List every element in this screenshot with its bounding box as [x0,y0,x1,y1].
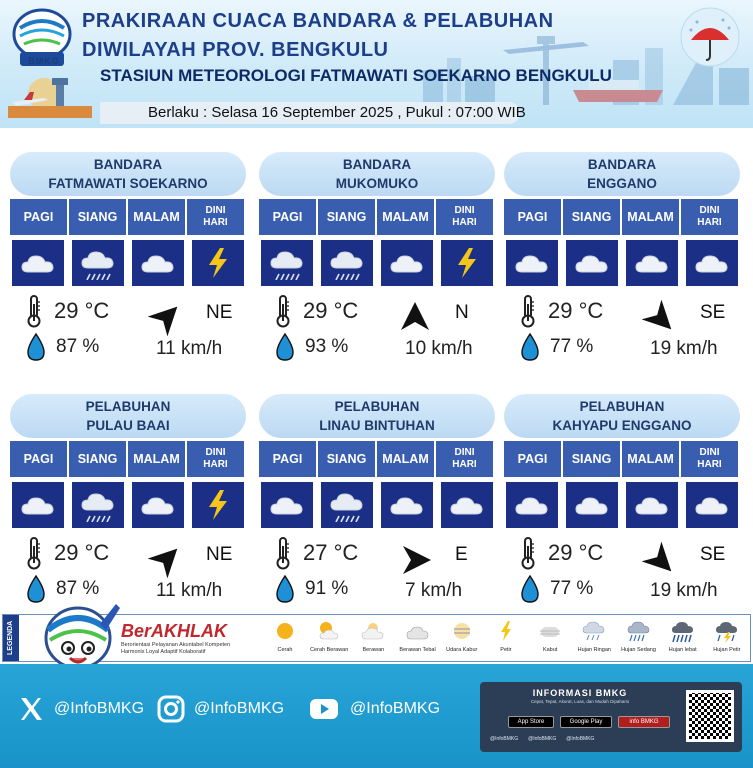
petir-icon [192,240,244,286]
berawan-icon [441,482,493,528]
legend-item [486,619,526,659]
wind-direction-label: NE [206,544,233,565]
berakhlak-subtitle-1: Berorientasi Pelayanan Akuntabel Kompeten [121,642,231,648]
period-label: PAGI [10,441,67,477]
location-panel [504,394,740,624]
wind-speed-value: 7 km/h [405,580,463,601]
berakhlak-title: BerAKHLAK [121,621,228,641]
location-name: PULAU BAAI [86,418,170,433]
berawan-icon [626,240,678,286]
thermometer-icon [520,294,536,328]
thermometer-icon [26,536,42,570]
period-label: PAGI [504,199,561,235]
wind-direction-arrow [148,542,184,578]
wind-direction-label: SE [700,544,726,565]
petir-icon [441,240,493,286]
title-line-2: DIWILAYAH PROV. BENGKULU [82,39,389,61]
humidity-row [273,332,348,362]
period-label: DINI HARI [187,441,244,477]
legend-item-label: Kabut [542,647,558,653]
info-social-links [490,736,594,742]
period-label: SIANG [563,441,620,477]
period-label: SIANG [69,441,126,477]
info-bmkg-badge[interactable]: info BMKG [618,716,670,728]
berawan-icon [132,240,184,286]
info-link-3: @InfoBMKG [566,736,595,742]
location-title [10,394,246,438]
weather-icons-row [504,240,740,288]
legend-item-label: Hujan lebat [668,647,697,653]
period-header [10,441,246,477]
legend-item [309,619,349,659]
legend-item [574,619,614,659]
legend-item [265,619,305,659]
thermometer-icon [520,536,536,570]
weather-icons-row [259,482,495,530]
thermometer-icon [26,294,42,328]
wind-direction-label: E [455,544,468,565]
location-title [259,394,495,438]
period-label: MALAM [128,441,185,477]
berawan-icon [506,240,558,286]
humidity-drop-icon [518,332,542,362]
period-label: SIANG [318,441,375,477]
wind-direction-label: NE [206,302,233,323]
legend-tab: LEGENDA [3,615,19,661]
humidity-drop-icon [273,574,297,604]
temperature-row [26,536,109,570]
legend-item-label: Cerah [277,647,293,653]
period-label: PAGI [10,199,67,235]
period-label: SIANG [563,199,620,235]
period-label: DINI HARI [436,441,493,477]
berawan-light-icon [360,619,386,645]
period-label: MALAM [377,441,434,477]
temperature-row [520,294,603,328]
berawan-icon [566,482,618,528]
humidity-row [24,332,99,362]
temperature-value: 27 °C [303,540,359,565]
temperature-value: 29 °C [54,540,110,565]
period-label: PAGI [259,199,316,235]
hujan-ringan-icon [321,482,373,528]
period-header [259,441,495,477]
period-label: SIANG [318,199,375,235]
period-label: DINI HARI [681,441,738,477]
forecast-grid [0,128,753,664]
berawan-icon [261,482,313,528]
thermometer-icon [275,294,291,328]
weather-icons-row [10,240,246,288]
period-label: PAGI [259,441,316,477]
instagram-icon [156,694,186,724]
period-header [10,199,246,235]
humidity-row [518,574,593,604]
location-title [10,152,246,196]
hujan-petir-icon [714,619,740,645]
youtube-icon [306,694,342,724]
legend-item [619,619,659,659]
wind-speed-value: 11 km/h [156,338,223,359]
instagram-handle-text: @InfoBMKG [194,700,285,717]
location-type: PELABUHAN [334,399,420,414]
berawan-icon [12,482,64,528]
wind-direction-arrow [397,300,433,336]
humidity-value: 87 % [56,336,100,357]
airport-illustration [4,76,96,120]
petir-light-icon [493,619,519,645]
x-twitter-icon [16,694,46,724]
legend-item-label: Hujan Sedang [621,647,656,653]
google-play-badge[interactable]: Google Play [560,716,612,728]
twitter-handle[interactable] [16,694,144,724]
hujan-sedang-icon [626,619,652,645]
wind-direction-arrow [397,542,433,578]
legend-item-label: Cerah Berawan [310,647,349,653]
legend-item-label: Hujan Petir [713,647,741,653]
period-label: MALAM [622,441,679,477]
hujan-lebat-icon [670,619,696,645]
location-type: PELABUHAN [579,399,665,414]
legend-items [265,619,747,659]
legend-item [707,619,747,659]
umbrella-icon [679,6,741,68]
info-title: INFORMASI BMKG [532,688,628,698]
info-link-2: @InfoBMKG [528,736,557,742]
location-name: MUKOMUKO [335,176,419,191]
legend-item-label: Hujan Ringan [577,647,611,653]
title-line-1: PRAKIRAAN CUACA BANDARA & PELABUHAN [82,10,554,32]
temperature-value: 29 °C [303,298,359,323]
location-name: ENGGANO [587,176,657,191]
app-store-badge[interactable]: App Store [508,716,554,728]
humidity-value: 91 % [305,578,349,599]
youtube-handle-text: @InfoBMKG [350,700,441,717]
wind-direction-label: N [455,302,469,323]
udara-kabur-icon [449,619,475,645]
temperature-row [26,294,109,328]
period-header [504,199,740,235]
period-label: MALAM [622,199,679,235]
temperature-row [275,536,358,570]
hujan-ringan-light-icon [581,619,607,645]
hujan-ringan-icon [261,240,313,286]
humidity-drop-icon [24,332,48,362]
period-label: DINI HARI [436,199,493,235]
hujan-ringan-icon [72,240,124,286]
legend-item [663,619,703,659]
location-panel [10,152,246,382]
temperature-value: 29 °C [54,298,110,323]
legend-item-label: Berawan [362,647,385,653]
location-name: LINAU BINTUHAN [319,418,435,433]
header [0,0,753,128]
wind-speed-value: 10 km/h [405,338,473,359]
berawan-tebal-icon [405,619,431,645]
period-label: DINI HARI [681,199,738,235]
thermometer-icon [275,536,291,570]
humidity-drop-icon [518,574,542,604]
wind-direction-arrow [148,300,184,336]
station-name: STASIUN METEOROLOGI FATMAWATI SOEKARNO BENGKULU [100,66,612,85]
berakhlak-logo [121,621,261,659]
humidity-value: 93 % [305,336,349,357]
berawan-icon [686,482,738,528]
location-title [259,152,495,196]
berawan-icon [12,240,64,286]
info-subtitle: Cepat, Tepat, Akurat, Luas, dan Mudah Dipahami [530,699,630,704]
legend-item [353,619,393,659]
humidity-value: 77 % [550,336,594,357]
location-type: BANDARA [587,157,657,172]
legend-item [398,619,438,659]
location-type: BANDARA [93,157,163,172]
humidity-value: 87 % [56,578,100,599]
period-label: PAGI [504,441,561,477]
wind-speed-value: 19 km/h [650,338,718,359]
period-label: MALAM [128,199,185,235]
wind-direction-arrow [642,300,678,336]
qr-code[interactable] [686,690,734,742]
location-type: PELABUHAN [85,399,171,414]
wind-direction-label: SE [700,302,726,323]
wind-speed-value: 19 km/h [650,580,718,601]
footer [0,664,753,768]
wind-direction-arrow [642,542,678,578]
berawan-icon [566,240,618,286]
hujan-ringan-icon [72,482,124,528]
bmkg-logo-text: BMKG [28,56,60,66]
berawan-icon [626,482,678,528]
twitter-handle-text: @InfoBMKG [54,700,145,717]
temperature-value: 29 °C [548,298,604,323]
youtube-handle[interactable] [306,694,440,724]
wind-speed-value: 11 km/h [156,580,223,601]
cerah-berawan-icon [316,619,342,645]
weather-icons-row [504,482,740,530]
legend-item [530,619,570,659]
weather-icons-row [10,482,246,530]
period-header [504,441,740,477]
berawan-icon [506,482,558,528]
info-link-1: @InfoBMKG [490,736,519,742]
berawan-icon [686,240,738,286]
temperature-value: 29 °C [548,540,604,565]
humidity-value: 77 % [550,578,594,599]
humidity-row [273,574,348,604]
location-panel [504,152,740,382]
location-name: KAHYAPU ENGGANO [552,418,692,433]
period-label: MALAM [377,199,434,235]
location-type: BANDARA [342,157,412,172]
legend-item-label: Petir [500,647,512,653]
temperature-row [275,294,358,328]
location-name: FATMAWATI SOEKARNO [48,176,208,191]
hujan-ringan-icon [321,240,373,286]
period-header [259,199,495,235]
location-panel [259,152,495,382]
location-title [504,152,740,196]
location-panel [259,394,495,624]
instagram-handle[interactable] [156,694,284,724]
berakhlak-subtitle-2: Harmonis Loyal Adaptif Kolaboratif [121,649,206,655]
petir-icon [192,482,244,528]
weather-icons-row [259,240,495,288]
temperature-row [520,536,603,570]
humidity-row [518,332,593,362]
berawan-icon [132,482,184,528]
cerah-icon [272,619,298,645]
kabut-icon [537,619,563,645]
informasi-bmkg-box [480,682,742,752]
berawan-icon [381,240,433,286]
validity-text: Berlaku : Selasa 16 September 2025 , Pukul : 07:00 WIB [148,104,526,121]
legend-item-label: Berawan Tebal [399,647,436,653]
berawan-icon [381,482,433,528]
period-label: SIANG [69,199,126,235]
legend-item [442,619,482,659]
period-label: DINI HARI [187,199,244,235]
location-title [504,394,740,438]
legend-item-label: Udara Kabur [446,647,478,653]
humidity-drop-icon [273,332,297,362]
